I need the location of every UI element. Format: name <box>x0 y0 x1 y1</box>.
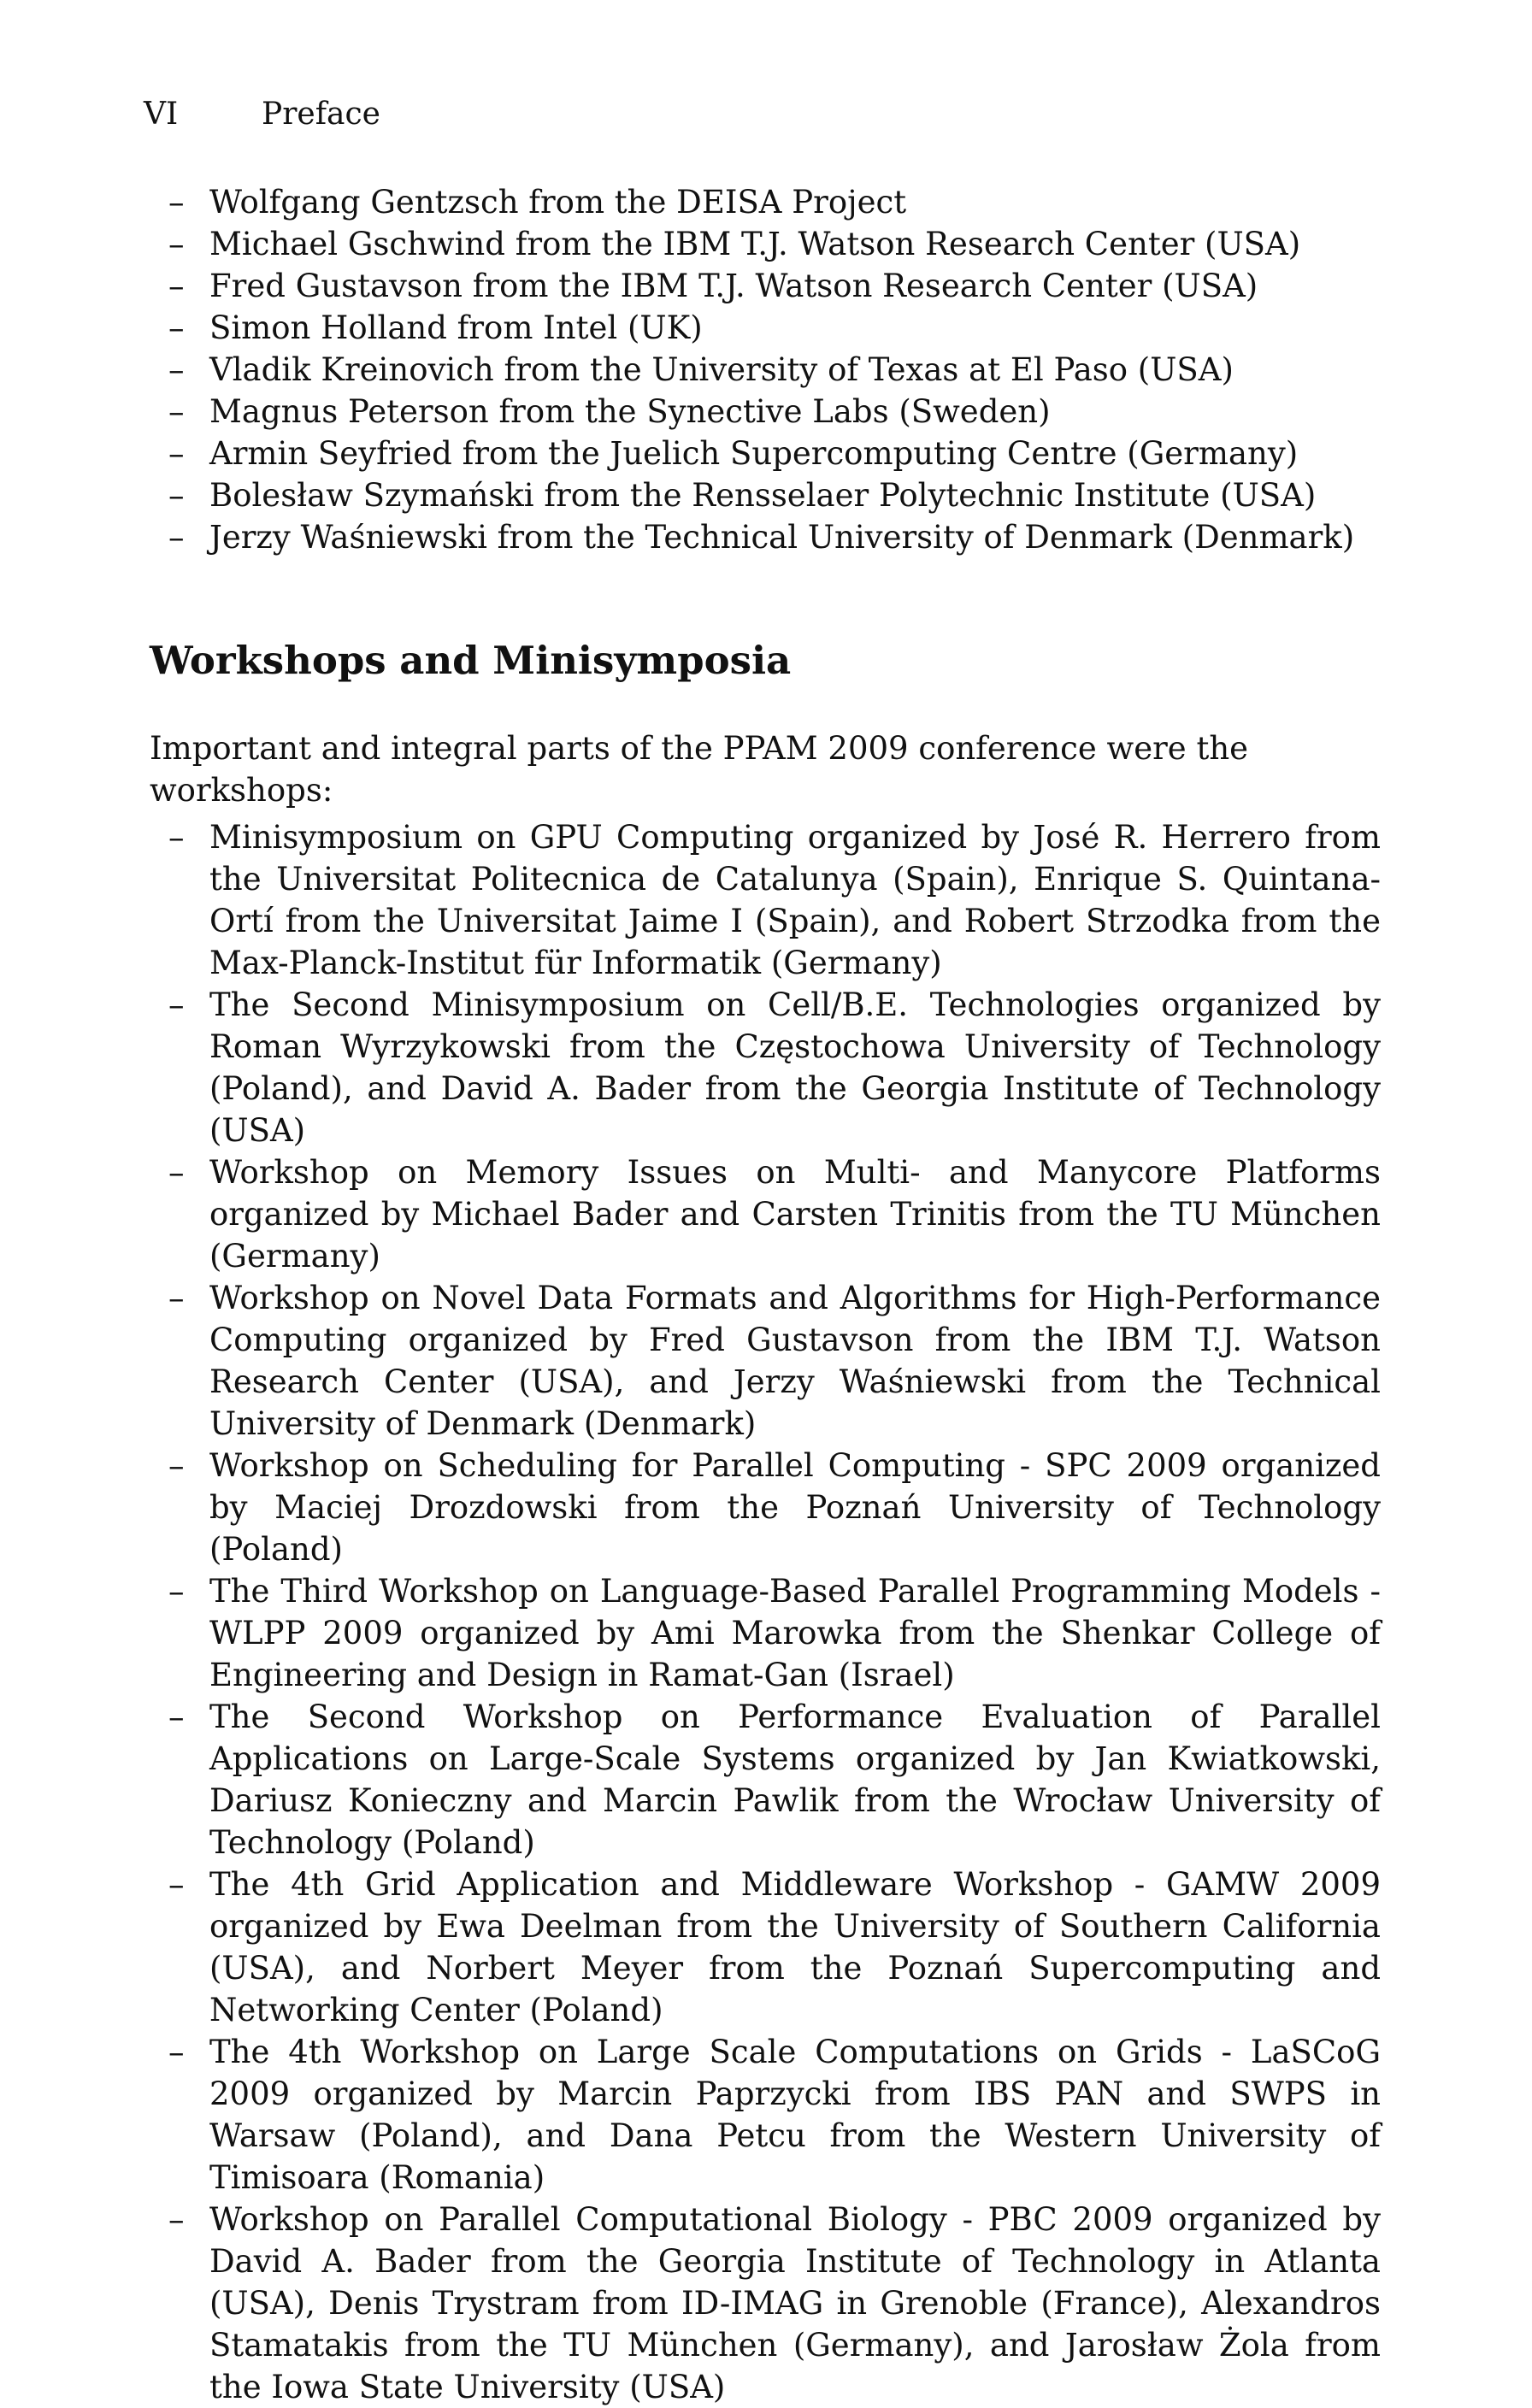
list-item-text: The Second Workshop on Performance Evaluation of Parallel Applications on Large-Scale Systems organized by Jan Kwiatkowski, Dariusz Konieczny and Marcin Pawlik from the Wrocław University of Technology (Poland) <box>209 1699 1381 1861</box>
list-item-text: Workshop on Scheduling for Parallel Computing - SPC 2009 organized by Maciej Drozdowski from the Poznań University of Technology (Poland) <box>209 1447 1381 1568</box>
list-item-text: Minisymposium on GPU Computing organized by José R. Herrero from the Universitat Politecnica de Catalunya (Spain), Enrique S. Quintana-Ortí from the Universitat Jaime I (Spain), and Robert Strzodka from the Max-Planck-Institut für Informatik (Germany) <box>209 819 1381 981</box>
list-item-text: Workshop on Novel Data Formats and Algorithms for High-Performance Computing organized by Fred Gustavson from the IBM T.J. Watson Research Center (USA), and Jerzy Waśniewski from the Technical University of Denmark (Denmark) <box>209 1280 1381 1442</box>
dash-bullet: – <box>168 2034 185 2070</box>
list-item <box>150 391 1381 433</box>
list-item <box>150 984 1381 1151</box>
list-item-text: Wolfgang Gentzsch from the DEISA Project <box>209 184 907 221</box>
dash-bullet: – <box>168 184 185 221</box>
running-title: Preface <box>262 97 380 132</box>
dash-bullet: – <box>168 226 185 262</box>
dash-bullet: – <box>168 1154 185 1191</box>
dash-bullet: – <box>168 986 185 1023</box>
dash-bullet: – <box>168 1573 185 1610</box>
list-item <box>150 1277 1381 1445</box>
section-heading: Workshops and Minisymposia <box>150 638 792 683</box>
page-number: VI <box>144 97 179 132</box>
dash-bullet: – <box>168 435 185 472</box>
list-item <box>150 516 1381 558</box>
dash-bullet: – <box>168 519 185 556</box>
list-item <box>150 1445 1381 1570</box>
running-head <box>144 96 380 133</box>
list-item-text: Armin Seyfried from the Juelich Supercomputing Centre (Germany) <box>209 435 1299 472</box>
list-item <box>150 307 1381 349</box>
list-item <box>150 2199 1381 2408</box>
workshops-list <box>150 816 1381 2408</box>
list-item <box>150 349 1381 391</box>
program-committee-list <box>150 181 1381 558</box>
list-item-text: Magnus Peterson from the Synective Labs (Sweden) <box>209 393 1051 430</box>
dash-bullet: – <box>168 309 185 346</box>
dash-bullet: – <box>168 2201 185 2238</box>
dash-bullet: – <box>168 1699 185 1735</box>
list-item-text: Simon Holland from Intel (UK) <box>209 309 703 346</box>
list-item-text: Jerzy Waśniewski from the Technical University of Denmark (Denmark) <box>209 519 1355 556</box>
list-item <box>150 1570 1381 1696</box>
text-block <box>150 181 1381 2408</box>
list-item-text: Fred Gustavson from the IBM T.J. Watson Research Center (USA) <box>209 268 1258 304</box>
list-item-text: The 4th Workshop on Large Scale Computations on Grids - LaSCoG 2009 organized by Marcin Paprzycki from IBS PAN and SWPS in Warsaw (Poland), and Dana Petcu from the Western University of Timisoara (Romania) <box>209 2034 1381 2196</box>
list-item <box>150 433 1381 474</box>
list-item <box>150 223 1381 265</box>
list-item-text: Vladik Kreinovich from the University of Texas at El Paso (USA) <box>209 351 1234 388</box>
list-item <box>150 1151 1381 1277</box>
list-item <box>150 2031 1381 2199</box>
list-item-text: Workshop on Parallel Computational Biology - PBC 2009 organized by David A. Bader from the Georgia Institute of Technology in Atlanta (USA), Denis Trystram from ID-IMAG in Grenoble (France), Alexandros Stamatakis from the TU München (Germany), and Jarosław Żola from the Iowa State University (USA) <box>209 2201 1381 2405</box>
dash-bullet: – <box>168 1447 185 1484</box>
list-item <box>150 181 1381 223</box>
dash-bullet: – <box>168 1866 185 1903</box>
list-item <box>150 474 1381 516</box>
list-item-text: Workshop on Memory Issues on Multi- and Manycore Platforms organized by Michael Bader and Carsten Trinitis from the TU München (Germany) <box>209 1154 1381 1275</box>
list-item <box>150 265 1381 307</box>
list-item <box>150 816 1381 984</box>
dash-bullet: – <box>168 393 185 430</box>
list-item <box>150 1863 1381 2031</box>
list-item-text: The Third Workshop on Language-Based Parallel Programming Models - WLPP 2009 organized by Ami Marowka from the Shenkar College of Engineering and Design in Ramat-Gan (Israel) <box>209 1573 1381 1693</box>
dash-bullet: – <box>168 819 185 856</box>
dash-bullet: – <box>168 477 185 514</box>
section-intro: Important and integral parts of the PPAM 2009 conference were the workshops: <box>150 730 1249 809</box>
list-item-text: The Second Minisymposium on Cell/B.E. Technologies organized by Roman Wyrzykowski from the Częstochowa University of Technology (Poland), and David A. Bader from the Georgia Institute of Technology (USA) <box>209 986 1381 1149</box>
dash-bullet: – <box>168 268 185 304</box>
dash-bullet: – <box>168 1280 185 1316</box>
list-item <box>150 1696 1381 1863</box>
list-item-text: The 4th Grid Application and Middleware Workshop - GAMW 2009 organized by Ewa Deelman from the University of Southern California (USA), and Norbert Meyer from the Poznań Supercomputing and Networking Center (Poland) <box>209 1866 1381 2028</box>
list-item-text: Bolesław Szymański from the Rensselaer Polytechnic Institute (USA) <box>209 477 1317 514</box>
dash-bullet: – <box>168 351 185 388</box>
list-item-text: Michael Gschwind from the IBM T.J. Watson Research Center (USA) <box>209 226 1301 262</box>
